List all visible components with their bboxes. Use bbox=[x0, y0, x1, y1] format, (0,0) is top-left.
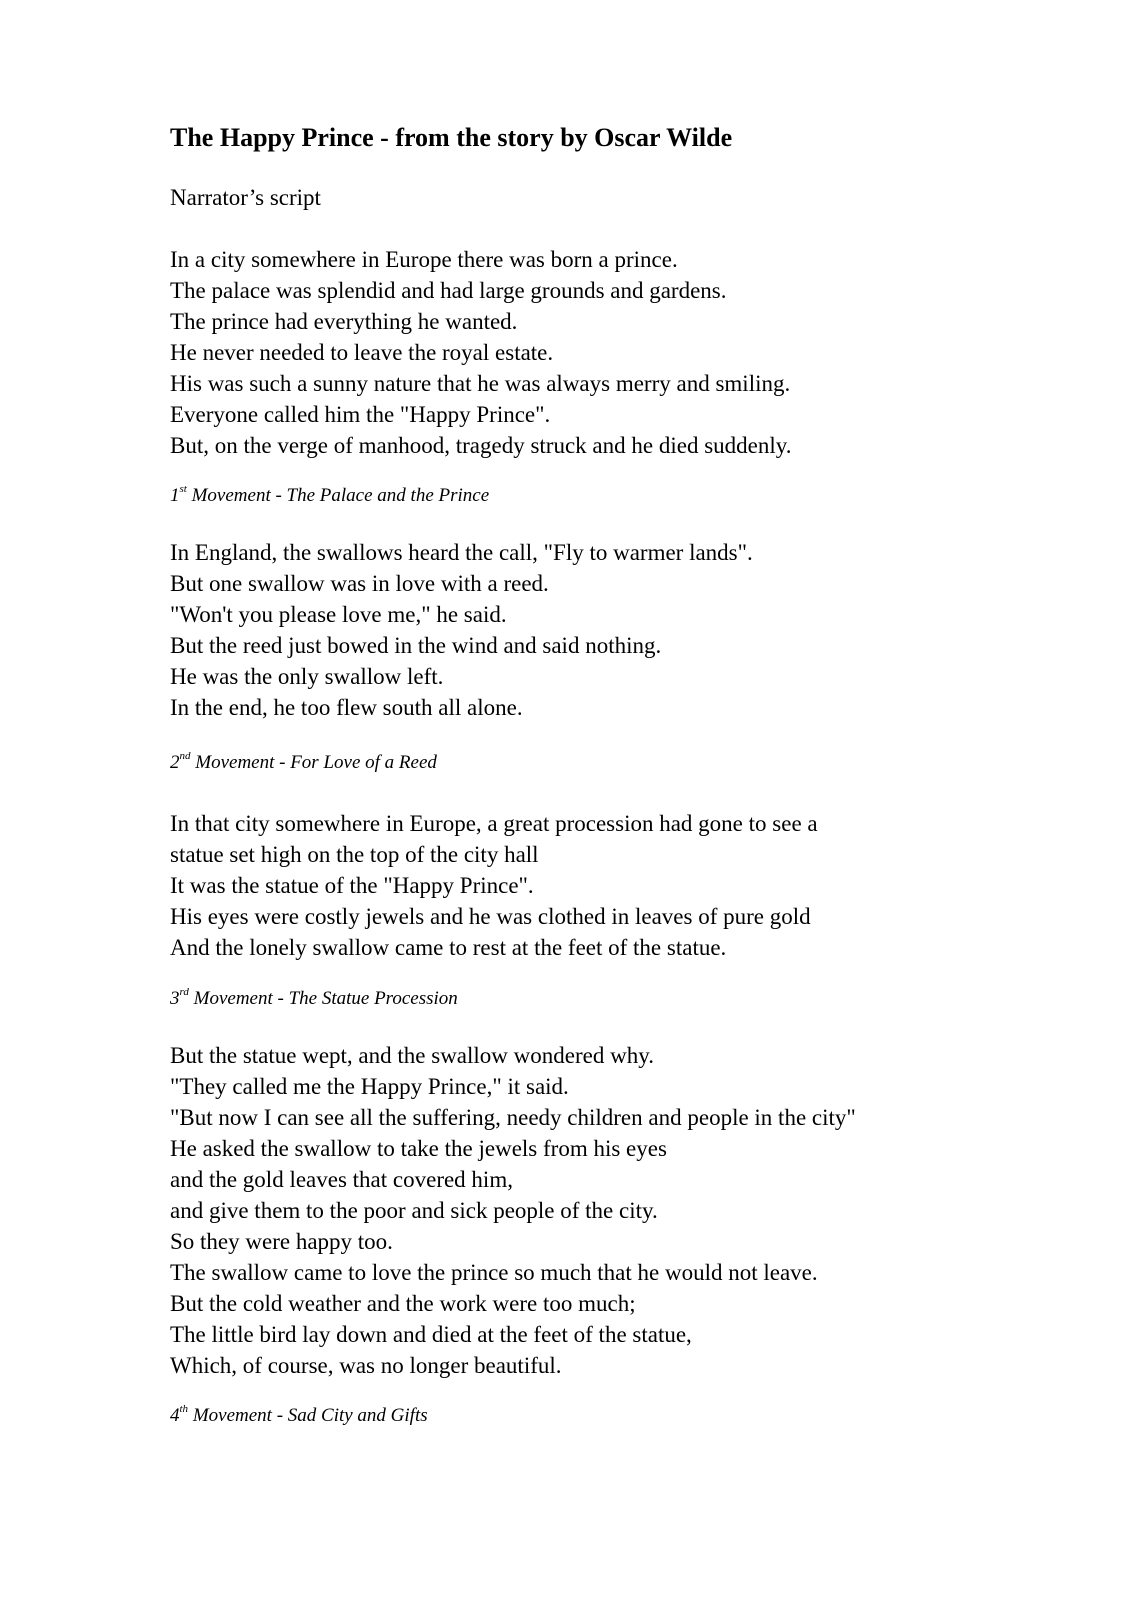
document-title: The Happy Prince - from the story by Oscar Wilde bbox=[170, 123, 733, 152]
script-line: statue set high on the top of the city hall bbox=[170, 842, 539, 867]
script-line: But the statue wept, and the swallow wondered why. bbox=[170, 1043, 654, 1068]
script-line: But one swallow was in love with a reed. bbox=[170, 571, 549, 596]
script-line: But the cold weather and the work were too much; bbox=[170, 1291, 636, 1316]
script-line: He asked the swallow to take the jewels from his eyes bbox=[170, 1136, 667, 1161]
script-line: The prince had everything he wanted. bbox=[170, 309, 518, 334]
script-line: In that city somewhere in Europe, a great procession had gone to see a bbox=[170, 811, 818, 836]
script-line: In the end, he too flew south all alone. bbox=[170, 695, 523, 720]
script-line: And the lonely swallow came to rest at the feet of the statue. bbox=[170, 935, 727, 960]
script-line: He never needed to leave the royal estate. bbox=[170, 340, 554, 365]
stanza-3 bbox=[170, 808, 818, 963]
script-line: But the reed just bowed in the wind and said nothing. bbox=[170, 633, 662, 658]
script-line: The palace was splendid and had large grounds and gardens. bbox=[170, 278, 727, 303]
movement-heading-3: 3rd Movement - The Statue Procession bbox=[170, 986, 458, 1009]
movement-heading-4: 4th Movement - Sad City and Gifts bbox=[170, 1403, 428, 1426]
script-line: But, on the verge of manhood, tragedy struck and he died suddenly. bbox=[170, 433, 792, 458]
script-line: and the gold leaves that covered him, bbox=[170, 1167, 513, 1192]
script-line: "They called me the Happy Prince," it said. bbox=[170, 1074, 569, 1099]
script-line: So they were happy too. bbox=[170, 1229, 393, 1254]
script-line: Everyone called him the "Happy Prince". bbox=[170, 402, 551, 427]
script-line: Which, of course, was no longer beautiful. bbox=[170, 1353, 562, 1378]
movement-heading-2: 2nd Movement - For Love of a Reed bbox=[170, 750, 437, 773]
script-line: In a city somewhere in Europe there was born a prince. bbox=[170, 247, 678, 272]
stanza-4 bbox=[170, 1040, 856, 1381]
stanza-1 bbox=[170, 244, 792, 461]
script-line: The little bird lay down and died at the feet of the statue, bbox=[170, 1322, 692, 1347]
script-line: The swallow came to love the prince so much that he would not leave. bbox=[170, 1260, 818, 1285]
movement-heading-1: 1st Movement - The Palace and the Prince bbox=[170, 483, 490, 506]
script-line: His was such a sunny nature that he was always merry and smiling. bbox=[170, 371, 791, 396]
script-line: "Won't you please love me," he said. bbox=[170, 602, 507, 627]
script-line: "But now I can see all the suffering, needy children and people in the city" bbox=[170, 1105, 856, 1130]
document-subtitle: Narrator’s script bbox=[170, 185, 321, 210]
script-line: He was the only swallow left. bbox=[170, 664, 444, 689]
script-line: and give them to the poor and sick people of the city. bbox=[170, 1198, 658, 1223]
script-line: It was the statue of the "Happy Prince". bbox=[170, 873, 534, 898]
script-line: His eyes were costly jewels and he was clothed in leaves of pure gold bbox=[170, 904, 811, 929]
script-line: In England, the swallows heard the call, "Fly to warmer lands". bbox=[170, 540, 753, 565]
stanza-2 bbox=[170, 537, 753, 723]
